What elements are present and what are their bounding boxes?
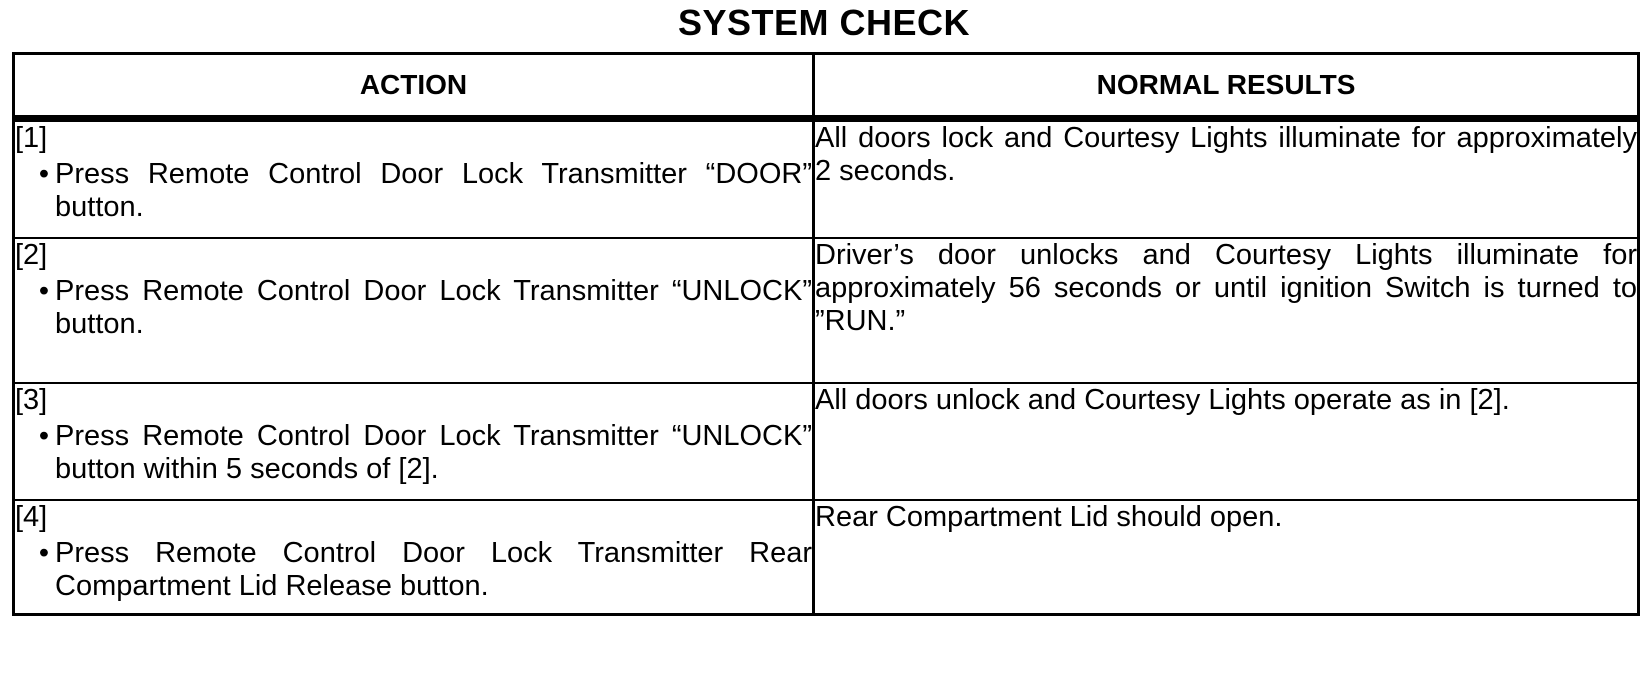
action-text: Press Remote Control Door Lock Transmitter “UNLOCK” button. bbox=[55, 275, 812, 340]
action-cell bbox=[14, 119, 814, 239]
system-check-table bbox=[12, 52, 1640, 616]
result-cell: Rear Compartment Lid should open. bbox=[814, 500, 1639, 615]
results-column-header: NORMAL RESULTS bbox=[814, 54, 1639, 119]
bullet-icon: • bbox=[38, 537, 49, 569]
action-text: Press Remote Control Door Lock Transmitter Rear Compartment Lid Release button. bbox=[55, 537, 812, 602]
table-row bbox=[14, 500, 1639, 615]
bullet-icon: • bbox=[38, 420, 49, 452]
result-cell: All doors unlock and Courtesy Lights operate as in [2]. bbox=[814, 383, 1639, 500]
action-column-header: ACTION bbox=[14, 54, 814, 119]
table-row bbox=[14, 238, 1639, 383]
table-header-row bbox=[14, 54, 1639, 119]
step-number: [3] bbox=[15, 384, 48, 416]
step-number: [2] bbox=[15, 239, 48, 271]
step-number: [4] bbox=[15, 501, 48, 533]
page-title: SYSTEM CHECK bbox=[677, 2, 971, 43]
bullet-icon: • bbox=[38, 158, 49, 190]
bullet-icon: • bbox=[38, 275, 49, 307]
action-text: Press Remote Control Door Lock Transmitter “DOOR” button. bbox=[55, 158, 812, 223]
action-cell bbox=[14, 500, 814, 615]
action-cell bbox=[14, 383, 814, 500]
table-row bbox=[14, 383, 1639, 500]
action-cell bbox=[14, 238, 814, 383]
action-text: Press Remote Control Door Lock Transmitter “UNLOCK” button within 5 seconds of [2]. bbox=[55, 420, 812, 485]
result-cell: Driver’s door unlocks and Courtesy Lights illuminate for approximately 56 seconds or until ignition Switch is turned to ”RUN.” bbox=[814, 238, 1639, 383]
result-cell: All doors lock and Courtesy Lights illuminate for approximately 2 seconds. bbox=[814, 119, 1639, 239]
step-number: [1] bbox=[15, 122, 48, 154]
table-row bbox=[14, 119, 1639, 239]
